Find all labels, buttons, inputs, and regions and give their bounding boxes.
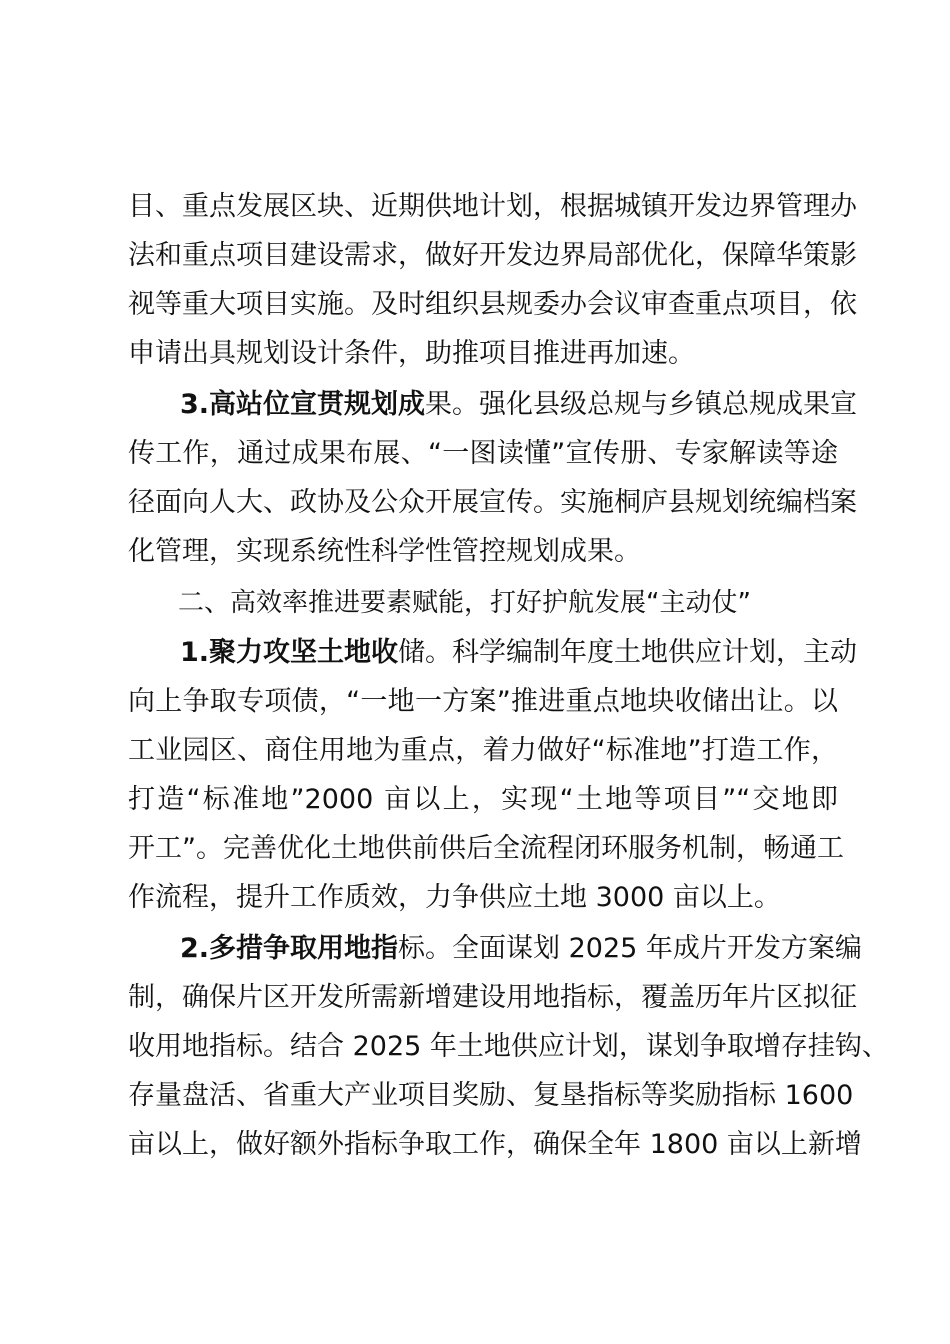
paragraph-3-bold-lead: 1.聚力攻坚土地收	[180, 637, 399, 668]
section-heading: 二、高效率推进要素赋能，打好护航发展“主动仗”	[178, 588, 751, 618]
paragraph-3-line-6: 作流程，提升工作质效，力争供应土地 3000 亩以上。	[128, 882, 781, 913]
paragraph-2-first-line	[180, 388, 858, 422]
paragraph-4-line-4: 存量盘活、省重大产业项目奖励、复垦指标等奖励指标 1600	[128, 1080, 854, 1111]
paragraph-3-first-line	[180, 636, 858, 670]
paragraph-1-line-2: 法和重点项目建设需求，做好开发边界局部优化，保障华策影	[128, 240, 857, 271]
paragraph-3-line-2: 向上争取专项债，“一地一方案”推进重点地块收储出让。以	[128, 686, 838, 717]
paragraph-4-bold-lead: 2.多措争取用地指	[180, 933, 399, 964]
paragraph-3-line-3: 工业园区、商住用地为重点，着力做好“标准地”打造工作，	[128, 735, 838, 766]
paragraph-1-line-3: 视等重大项目实施。及时组织县规委办会议审查重点项目，依	[128, 289, 857, 320]
paragraph-3-first-line-rest: 储。科学编制年度土地供应计划，主动	[398, 637, 858, 668]
paragraph-4-line-5: 亩以上，做好额外指标争取工作，确保全年 1800 亩以上新增	[128, 1129, 862, 1160]
paragraph-2-line-2: 传工作，通过成果布展、“一图读懂”宣传册、专家解读等途	[128, 438, 838, 469]
paragraph-2-line-4: 化管理，实现系统性科学性管控规划成果。	[128, 536, 641, 567]
paragraph-1-line-4: 申请出具规划设计条件，助推项目推进再加速。	[128, 338, 695, 369]
paragraph-1-line-1: 目、重点发展区块、近期供地计划，根据城镇开发边界管理办	[128, 191, 857, 222]
paragraph-3-line-4: 打造“标准地”2000 亩以上，实现“土地等项目”“交地即	[128, 784, 838, 815]
paragraph-4-first-line-rest: 标。全面谋划 2025 年成片开发方案编	[398, 933, 862, 964]
paragraph-4-first-line	[180, 932, 862, 966]
paragraph-2-line-3: 径面向人大、政协及公众开展宣传。实施桐庐县规划统编档案	[128, 487, 857, 518]
paragraph-4-line-3: 收用地指标。结合 2025 年土地供应计划，谋划争取增存挂钩、	[128, 1031, 889, 1062]
paragraph-4-line-2: 制，确保片区开发所需新增建设用地指标，覆盖历年片区拟征	[128, 982, 857, 1013]
paragraph-3-line-5: 开工”。完善优化土地供前供后全流程闭环服务机制，畅通工	[128, 833, 844, 864]
paragraph-2-bold-lead: 3.高站位宣贯规划成	[180, 389, 426, 420]
paragraph-2-first-line-rest: 果。强化县级总规与乡镇总规成果宣	[425, 389, 858, 420]
